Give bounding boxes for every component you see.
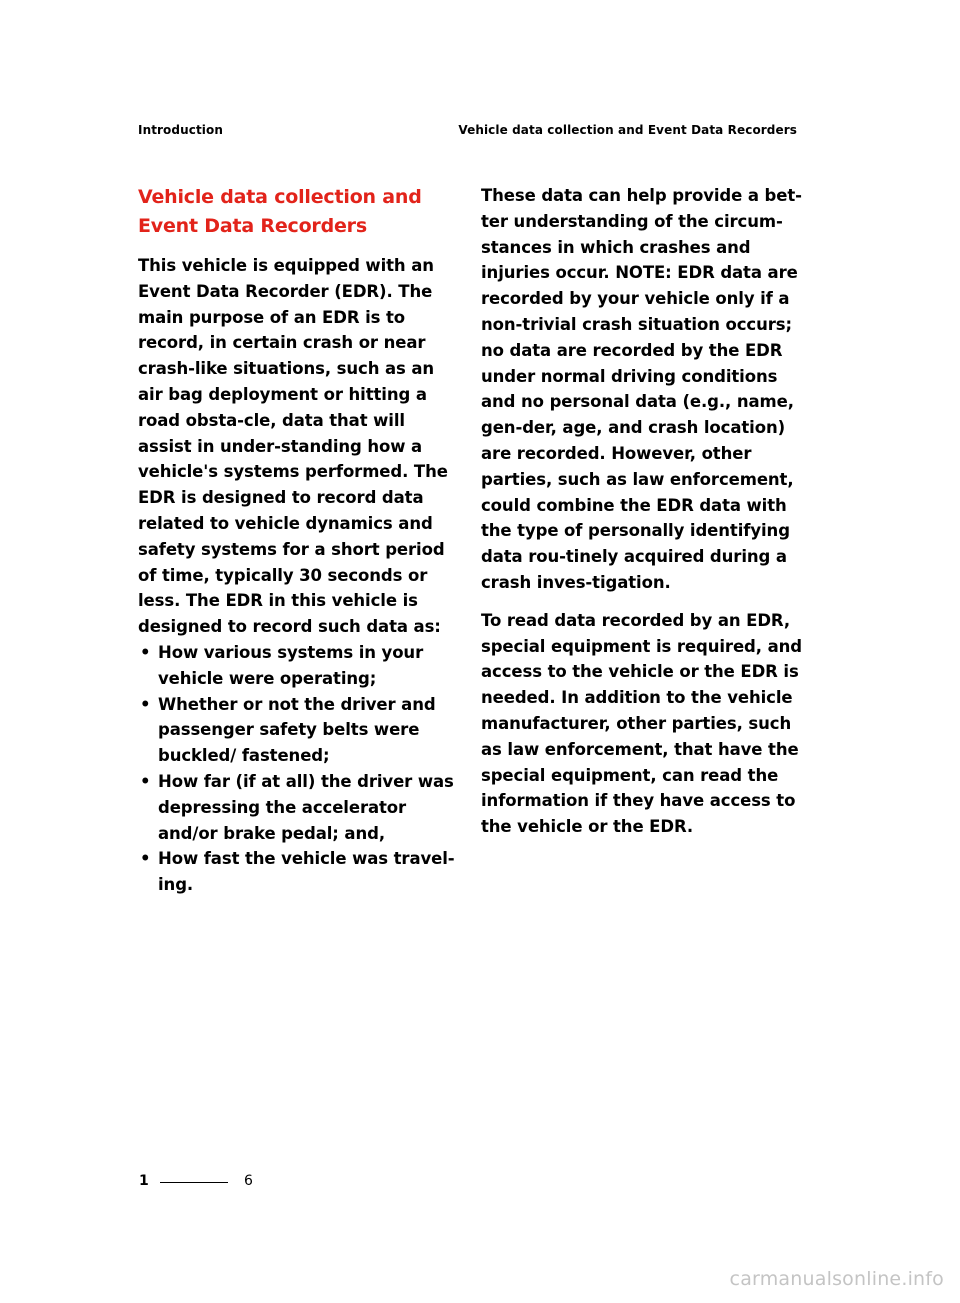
access-paragraph: To read data recorded by an EDR, special equipment is required, and access to the vehicle or the EDR is needed. In addition to the vehicle manufacturer, other parties, such as law enforcement, that have the special equipment, can read the information if they have access to the vehicle or the EDR. bbox=[481, 610, 802, 837]
bullet-icon: • bbox=[140, 642, 151, 662]
bullet-icon: • bbox=[140, 694, 151, 714]
running-header-chapter: Vehicle data collection and Event Data Recorders bbox=[458, 123, 797, 137]
page-number: 6 bbox=[244, 1173, 253, 1189]
section-title: Vehicle data collection and Event Data Recorders bbox=[138, 186, 422, 237]
intro-paragraph: This vehicle is equipped with an Event Data Recorder (EDR). The main purpose of an EDR is to record, in certain crash or near crash-like situations, such as an air bag deployment or hitting a road obsta-cle, data that will assist in under-standing how a vehicle's systems performed. The EDR is designed to record data related to vehicle dynamics and safety systems for a short period of time, typically 30 seconds or less. The EDR in this vehicle is designed to record such data as: bbox=[138, 256, 448, 637]
footer-divider bbox=[160, 1182, 228, 1183]
list-item: • Whether or not the driver and passenger safety belts were buckled/ fastened; bbox=[138, 692, 456, 769]
left-column bbox=[138, 183, 456, 898]
chapter-number: 1 bbox=[139, 1173, 149, 1189]
bullet-icon: • bbox=[140, 849, 151, 869]
right-column bbox=[481, 183, 803, 840]
list-item: • How far (if at all) the driver was depressing the accelerator and/or brake pedal; and, bbox=[138, 769, 456, 846]
note-paragraph: These data can help provide a bet-ter understanding of the circum-stances in which crashes and injuries occur. NOTE: EDR data are recorded by your vehicle only if a non-trivial crash situation occurs; no data are recorded by the EDR under normal driving conditions and no personal data (e.g., name, gen-der, age, and crash location) are recorded. However, other parties, such as law enforcement, could combine the EDR data with the type of personally identifying data rou-tinely acquired during a crash inves-tigation. bbox=[481, 186, 802, 592]
bullet-icon: • bbox=[140, 771, 151, 791]
site-watermark: carmanualsonline.info bbox=[729, 1268, 944, 1290]
list-item: • How various systems in your vehicle were operating; bbox=[138, 640, 456, 692]
running-header-section: Introduction bbox=[138, 123, 223, 137]
list-item: • How fast the vehicle was travel-ing. bbox=[138, 846, 456, 898]
recorded-data-list bbox=[138, 640, 456, 898]
